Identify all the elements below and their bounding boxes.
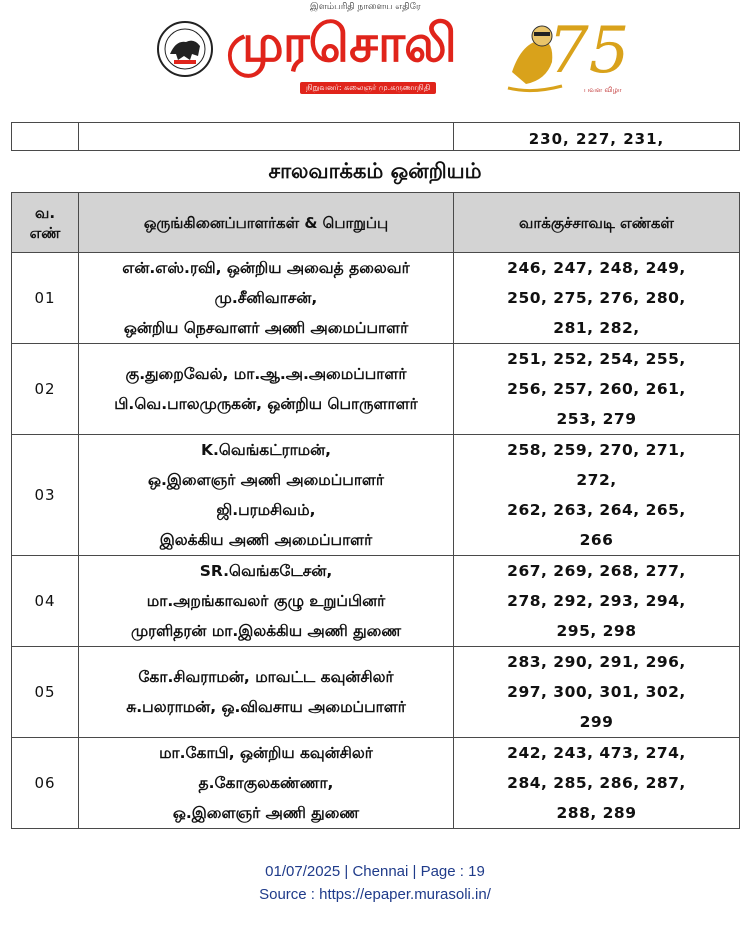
booths-cell [454,647,740,738]
coordinators-cell [79,344,454,435]
coordinator-line: SR.வெங்கடேசன், [199,562,333,580]
booths-cell [454,556,740,647]
booth-numbers-line: 283, 290, 291, 296, [507,653,686,671]
coordinator-line: சு.பலராமன், ஒ.விவசாய அமைப்பாளர் [126,698,406,716]
masthead-tagline: இளம்பரிதி நாளைய எதிரே [310,2,421,12]
coordinator-line: முரளிதரன் மா.இலக்கிய அணி துணை [130,622,402,640]
header-serial-line: வ. [34,203,56,222]
header-booths: வாக்குச்சாவடி எண்கள் [454,193,740,253]
coordinators-cell [79,738,454,829]
booth-numbers-line: 258, 259, 270, 271, [507,441,686,459]
booth-numbers-line: 295, 298 [556,622,637,640]
booth-coordinators-table [11,192,740,829]
coordinator-line: ஒ.இளைஞர் அணி அமைப்பாளர் [147,471,385,489]
booth-numbers-line: 288, 289 [556,804,637,822]
newspaper-wordmark: முரசொலி [226,14,456,74]
coordinator-line: இலக்கிய அணி அமைப்பாளர் [159,531,373,549]
serial-cell: 02 [12,344,79,435]
section-title: சாலவாக்கம் ஒன்றியம் [268,159,482,183]
serial-cell: 06 [12,738,79,829]
table-header-row [12,193,740,253]
masthead-sub-tagline: நிறுவனர்: கலைஞர் மு.கருணாநிதி [300,82,436,94]
booth-numbers-line: 297, 300, 301, 302, [507,683,686,701]
table-row [12,556,740,647]
footer-source-link[interactable]: Source : https://epaper.murasoli.in/ [259,886,491,903]
booth-numbers-line: 250, 275, 276, 280, [507,289,686,307]
serial-cell: 04 [12,556,79,647]
previous-table-continuation [11,122,740,151]
coordinator-line: கு.துறைவேல், மா.ஆ.அ.அமைப்பாளர் [125,365,407,383]
table-row [12,738,740,829]
coordinator-line: என்.எஸ்.ரவி, ஒன்றிய அவைத் தலைவர் [122,259,410,277]
party-seal-icon [156,20,214,78]
truncated-serial-cell [12,123,79,151]
table-row [12,344,740,435]
coordinators-cell [79,647,454,738]
table-row [12,647,740,738]
booth-numbers-line: 266 [579,531,614,549]
serial-cell: 05 [12,647,79,738]
anniversary-number: 75 [548,14,630,88]
anniversary-75-emblem-icon [502,2,630,98]
coordinator-line: கோ.சிவராமன், மாவட்ட கவுன்சிலர் [138,668,394,686]
booth-numbers-line: 253, 279 [556,410,637,428]
booth-numbers-line: 242, 243, 473, 274, [507,744,686,762]
coordinator-line: ஒன்றிய நெசவாளர் அணி அமைப்பாளர் [123,319,409,337]
booths-cell [454,344,740,435]
table-row [12,253,740,344]
booths-cell [454,253,740,344]
coordinator-line: பி.வெ.பாலமுருகன், ஒன்றிய பொருளாளர் [114,395,418,413]
header-coordinators: ஒருங்கினைப்பாளர்கள் & பொறுப்பு [79,193,454,253]
footer-edition-info: 01/07/2025 | Chennai | Page : 19 [265,863,485,880]
table-row [12,435,740,556]
booth-numbers-line: 278, 292, 293, 294, [507,592,686,610]
booth-table-region [11,122,739,829]
masthead [150,0,630,100]
anniversary-caption: பவள விழா [584,86,622,94]
coordinator-line: ஜி.பரமசிவம், [216,501,316,519]
booth-numbers-line: 267, 269, 268, 277, [507,562,686,580]
booth-numbers-line: 281, 282, [553,319,640,337]
booth-numbers-line: 256, 257, 260, 261, [507,380,686,398]
truncated-booths-cell: 230, 227, 231, [454,123,740,151]
truncated-coordinator-cell [79,123,454,151]
booth-numbers-line: 251, 252, 254, 255, [507,350,686,368]
table-body [12,253,740,829]
coordinator-line: ஒ.இளைஞர் அணி துணை [172,804,360,822]
coordinator-line: மா.அறங்காவலர் குழு உறுப்பினர் [146,592,386,610]
booth-numbers-line: 284, 285, 286, 287, [507,774,686,792]
header-serial [12,193,79,253]
coordinators-cell [79,253,454,344]
booth-numbers-line: 246, 247, 248, 249, [507,259,686,277]
serial-cell: 03 [12,435,79,556]
coordinator-line: மா.கோபி, ஒன்றிய கவுன்சிலர் [159,744,373,762]
coordinators-cell [79,435,454,556]
booth-numbers-line: 272, [576,471,617,489]
booths-cell [454,738,740,829]
truncated-table-row [12,123,740,151]
coordinators-cell [79,556,454,647]
booth-numbers-line: 262, 263, 264, 265, [507,501,686,519]
serial-cell: 01 [12,253,79,344]
booth-numbers-line: 299 [579,713,614,731]
booths-cell [454,435,740,556]
coordinator-line: மு.சீனிவாசன், [214,289,318,307]
coordinator-line: K.வெங்கட்ராமன், [200,441,332,459]
coordinator-line: த.கோகுலகண்ணா, [198,774,334,792]
header-serial-line: எண் [29,223,61,242]
